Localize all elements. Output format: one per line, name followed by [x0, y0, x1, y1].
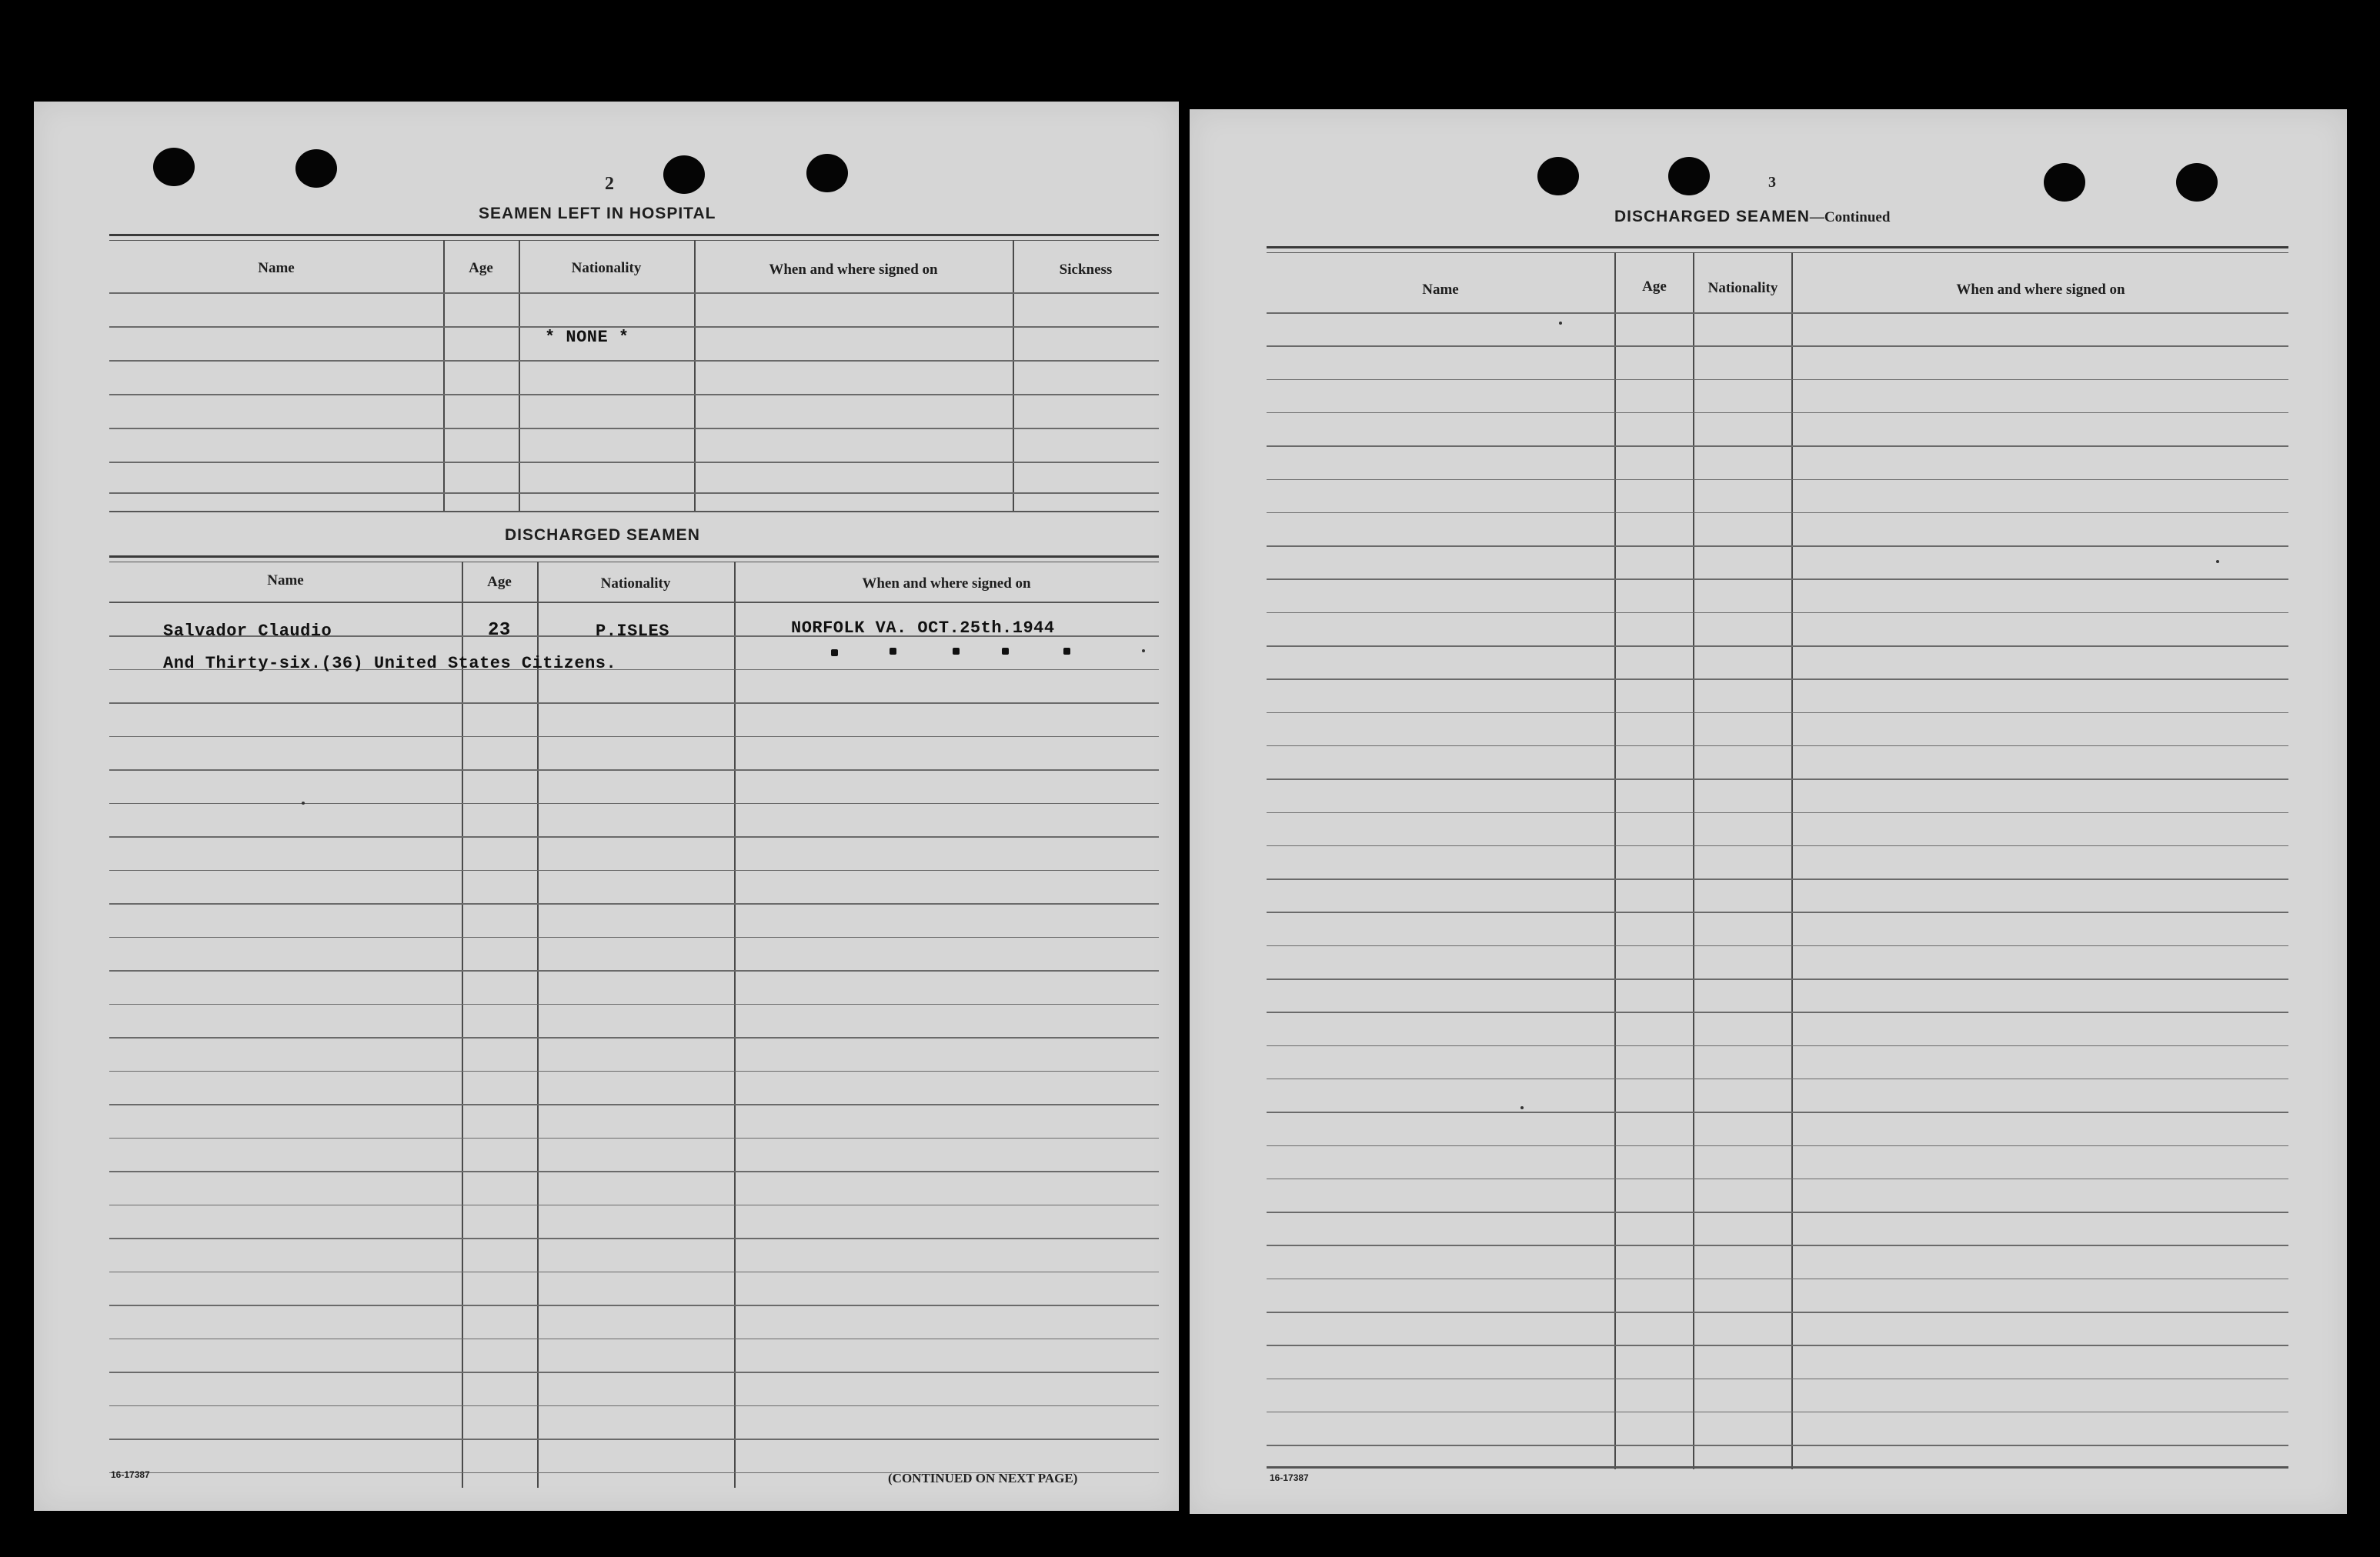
seaman-name: Salvador Claudio: [163, 622, 332, 641]
discharged-continued-table: [1267, 246, 2288, 1469]
ruled-line: [1267, 1412, 2288, 1413]
ruled-line: [109, 937, 1159, 939]
ruled-line: [1267, 1345, 2288, 1346]
ruled-line: [109, 1305, 1159, 1306]
ruled-line: [109, 1071, 1159, 1072]
ruled-line: [1267, 1079, 2288, 1080]
punch-hole: [806, 154, 848, 192]
page-number: 3: [1768, 174, 1776, 191]
ruled-line: [109, 1171, 1159, 1172]
ruled-line: [109, 1439, 1159, 1440]
ruled-line: [109, 1138, 1159, 1139]
ruled-line: [1267, 1279, 2288, 1280]
ruled-line: [109, 736, 1159, 738]
col-head-name: Name: [267, 572, 304, 588]
ruled-line: [1267, 1045, 2288, 1047]
ruled-line: [109, 1037, 1159, 1039]
discharged-table: [109, 555, 1159, 1488]
title-main: DISCHARGED SEAMEN: [1614, 208, 1810, 225]
discharged-continued-title: [1614, 208, 1890, 226]
ruled-line: [109, 803, 1159, 805]
ruled-line: [1267, 1379, 2288, 1380]
discharged-section-title: DISCHARGED SEAMEN: [505, 526, 700, 544]
ruled-line: [1267, 845, 2288, 847]
punch-hole: [295, 149, 337, 188]
ruled-line: [1267, 312, 2288, 314]
page-number: 2: [605, 174, 614, 194]
col-head-name: Name: [1422, 282, 1459, 298]
ruled-line: [1267, 1112, 2288, 1113]
seaman-signed-on: NORFOLK VA. OCT.25th.1944: [791, 618, 1055, 638]
ruled-line: [109, 1405, 1159, 1407]
ruled-line: [109, 870, 1159, 872]
punch-hole: [663, 155, 705, 194]
ruled-line: [1267, 1145, 2288, 1147]
punch-hole: [1537, 157, 1579, 195]
ruled-line: [109, 1339, 1159, 1340]
citizens-note: And Thirty-six.(36) United States Citizens.: [163, 654, 617, 673]
ruled-line: [109, 970, 1159, 972]
ruled-line: [1267, 745, 2288, 747]
ruled-line: [1267, 1212, 2288, 1213]
ruled-line: [1267, 512, 2288, 514]
col-head-age: Age: [487, 574, 512, 590]
ruled-line: [1267, 1179, 2288, 1180]
col-head-signed-on: When and where signed on: [769, 262, 938, 278]
ruled-line: [1267, 445, 2288, 447]
ruled-line: [109, 702, 1159, 704]
punch-hole: [153, 148, 195, 186]
form-number: 16-17387: [111, 1469, 150, 1480]
seaman-age: 23: [488, 620, 511, 641]
right-page: [1190, 109, 2347, 1514]
ruled-line: [1267, 479, 2288, 481]
left-page: [34, 102, 1179, 1511]
ruled-line: [109, 769, 1159, 771]
col-head-age: Age: [469, 260, 493, 276]
punch-hole: [2176, 163, 2218, 202]
punch-hole: [2044, 163, 2085, 202]
hospital-table: [109, 234, 1159, 512]
ruled-line: [109, 1272, 1159, 1273]
ruled-line: [1267, 678, 2288, 680]
ruled-line: [109, 1372, 1159, 1373]
ruled-line: [109, 836, 1159, 838]
ruled-line: [1267, 812, 2288, 814]
ruled-line: [1267, 1445, 2288, 1446]
col-head-signed-on: When and where signed on: [1956, 282, 2125, 298]
col-head-age: Age: [1642, 278, 1667, 295]
ruled-line: [1267, 345, 2288, 347]
ruled-line: [109, 903, 1159, 905]
col-head-sickness: Sickness: [1059, 262, 1113, 278]
ruled-line: [1267, 879, 2288, 880]
ruled-line: [1267, 1312, 2288, 1313]
ruled-line: [109, 1004, 1159, 1005]
ruled-line: [1267, 912, 2288, 913]
col-head-signed-on: When and where signed on: [862, 575, 1031, 592]
hospital-none-entry: * NONE *: [545, 328, 629, 347]
ruled-line: [109, 1104, 1159, 1105]
ruled-line: [109, 1238, 1159, 1239]
col-head-nationality: Nationality: [1707, 280, 1778, 296]
ruled-line: [1267, 645, 2288, 647]
ruled-line: [109, 1205, 1159, 1206]
ruled-line: [1267, 712, 2288, 714]
hospital-section-title: SEAMEN LEFT IN HOSPITAL: [479, 205, 716, 222]
form-number: 16-17387: [1270, 1472, 1309, 1483]
ruled-line: [1267, 545, 2288, 547]
col-head-nationality: Nationality: [571, 260, 642, 276]
ruled-line: [1267, 1012, 2288, 1013]
ruled-line: [1267, 412, 2288, 414]
seaman-nationality: P.ISLES: [596, 622, 669, 641]
ruled-line: [1267, 578, 2288, 580]
ruled-line: [1267, 778, 2288, 780]
punch-hole: [1668, 157, 1710, 195]
col-head-name: Name: [258, 260, 295, 276]
ruled-line: [1267, 612, 2288, 614]
ruled-line: [1267, 979, 2288, 980]
col-head-nationality: Nationality: [600, 575, 671, 592]
ruled-line: [1267, 1245, 2288, 1246]
ruled-line: [1267, 379, 2288, 381]
continued-note: (CONTINUED ON NEXT PAGE): [888, 1471, 1078, 1485]
title-continued: —Continued: [1809, 209, 1891, 225]
ruled-line: [1267, 945, 2288, 947]
